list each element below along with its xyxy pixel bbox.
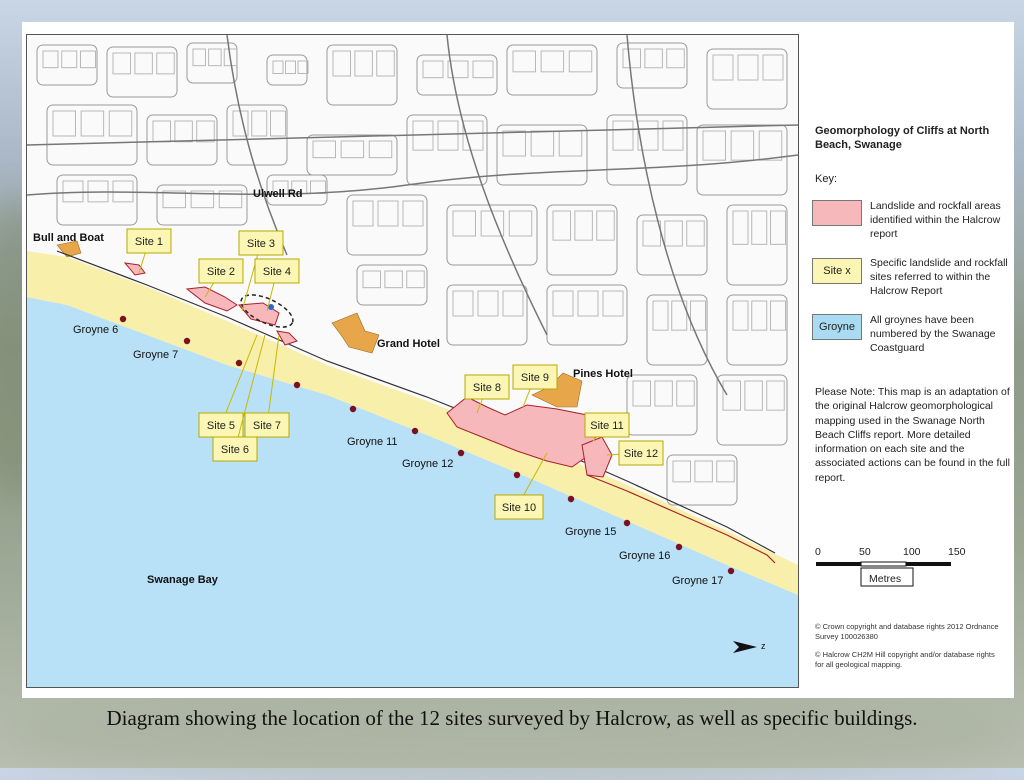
legend-text-site: Specific landslide and rockfall sites referred to within the Halcrow Report: [870, 257, 1008, 297]
site-label: Site 9: [520, 372, 550, 384]
site-label: Site 3: [246, 238, 276, 250]
legend-text-landslide: Landslide and rockfall areas identified within the Halcrow report: [870, 200, 1001, 240]
groyne-label: Groyne 12: [402, 458, 454, 470]
groyne-marker: [294, 382, 300, 388]
site-label: Site 4: [262, 266, 292, 278]
groyne-marker: [568, 496, 574, 502]
scale-bar: [815, 542, 985, 602]
ulwell-rd-label: Ulwell Rd: [253, 188, 303, 200]
site-label: Site 10: [501, 502, 537, 514]
pines-hotel-label: Pines Hotel: [573, 368, 633, 380]
copyright-os: © Crown copyright and database rights 2012 Ordnance Survey 100026380: [815, 622, 999, 641]
groyne-label: Groyne 6: [73, 324, 119, 336]
site-label: Site 1: [134, 236, 164, 248]
legend-title: Geomorphology of Cliffs at North Beach, Swanage: [815, 125, 990, 151]
legend-swatch-landslide: [812, 200, 862, 226]
legend-note: Please Note: This map is an adaptation of the original Halcrow geomorphological mapping used in the Swanage North Beach Cliffs report. More detailed information on each site and the associated actions can be found in the full report.: [815, 386, 1010, 484]
map-canvas: [27, 35, 798, 687]
scale-unit: Metres: [869, 573, 902, 585]
scale-tick: 100: [903, 546, 921, 558]
scale-tick: 0: [815, 546, 821, 558]
site-label: Site 11: [590, 420, 624, 432]
map-legend: [812, 22, 1012, 698]
copyright-halcrow: © Halcrow CH2M Hill copyright and/or database rights for all geological mapping.: [815, 650, 995, 669]
groyne-marker: [624, 520, 630, 526]
scale-tick: 50: [859, 546, 871, 558]
groyne-marker: [728, 568, 734, 574]
groyne-label: Groyne 7: [133, 349, 179, 361]
bull-and-boat-label: Bull and Boat: [33, 232, 104, 244]
figure-caption: Diagram showing the location of the 12 sites surveyed by Halcrow, as well as specific buildings.: [106, 706, 918, 730]
site-label: Site 8: [472, 382, 502, 394]
groyne-marker: [184, 338, 190, 344]
grand-hotel-label: Grand Hotel: [377, 338, 440, 350]
groyne-label: Groyne 17: [672, 575, 724, 587]
groyne-marker: [412, 428, 418, 434]
groyne-marker: [514, 472, 520, 478]
swanage-bay-label: Swanage Bay: [147, 574, 218, 586]
north-arrow-label: z: [761, 641, 766, 651]
site-label: Site 6: [220, 444, 250, 456]
groyne-marker: [676, 544, 682, 550]
site-label: Site 5: [206, 420, 236, 432]
groyne-label: Groyne 11: [347, 436, 398, 448]
legend-key-label: Key:: [815, 173, 838, 185]
scale-tick: 150: [948, 546, 966, 558]
groyne-label: Groyne 16: [619, 550, 671, 562]
map-panel: [26, 34, 799, 688]
groyne-marker: [350, 406, 356, 412]
groyne-marker: [120, 316, 126, 322]
site-label: Site 7: [252, 420, 282, 432]
groyne-marker: [458, 450, 464, 456]
legend-text-groyne: All groynes have been numbered by the Swanage Coastguard: [870, 314, 996, 354]
legend-swatch-groyne: Groyne: [812, 314, 862, 340]
background-texture: [0, 690, 1024, 780]
groyne-label: Groyne 15: [565, 526, 617, 538]
site-label: Site 2: [206, 266, 236, 278]
groyne-marker: [236, 360, 242, 366]
legend-swatch-site: Site x: [812, 258, 862, 284]
site-label: Site 12: [623, 448, 659, 460]
map-figure: [22, 22, 1014, 698]
